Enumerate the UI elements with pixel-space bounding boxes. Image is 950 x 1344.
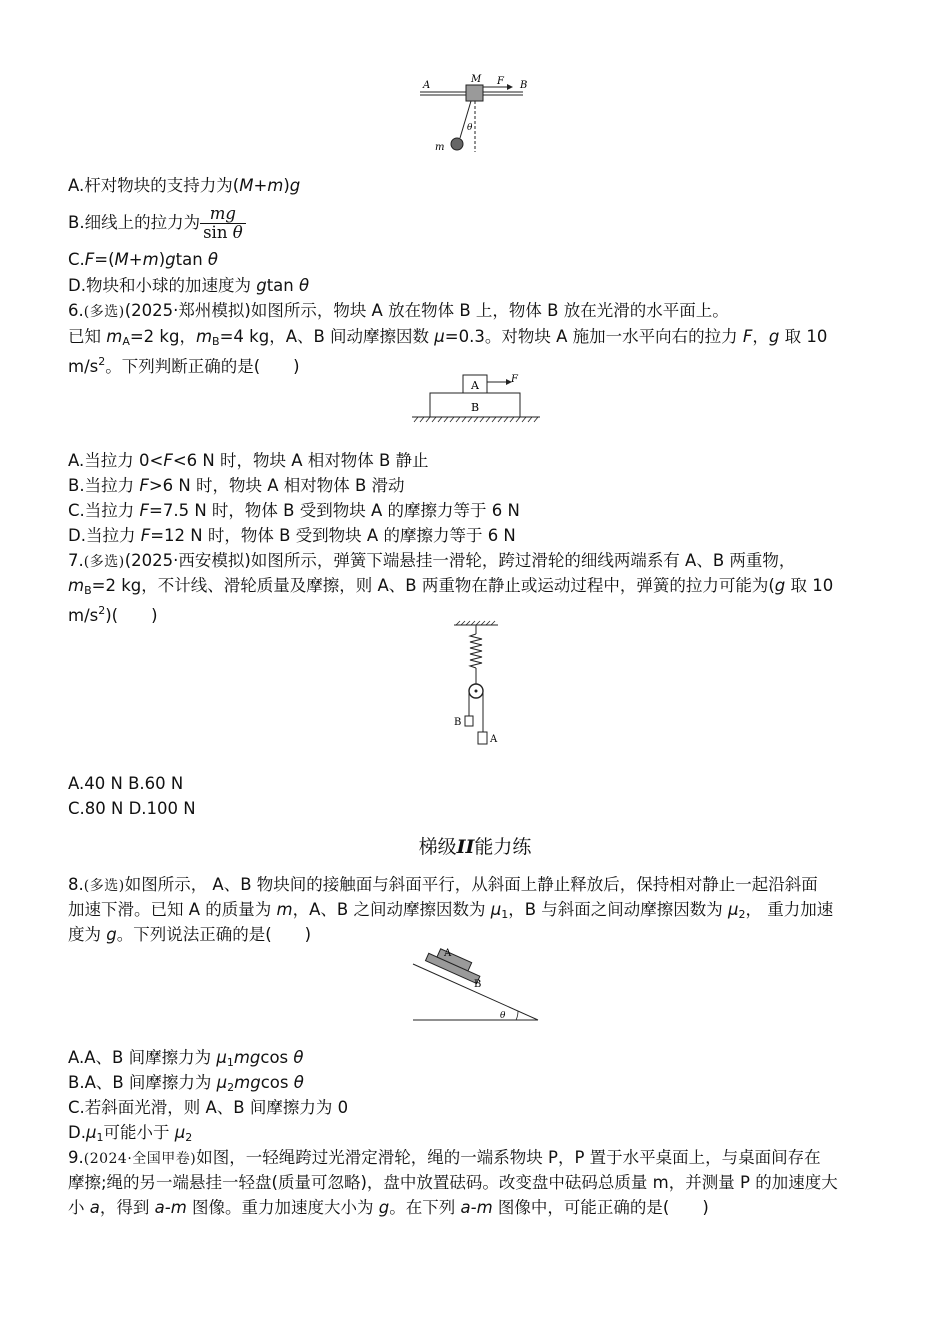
section-title [0,834,950,860]
q5-label-B: B [520,80,528,91]
text: =12 N 时，物体 B 受到物块 A 的摩擦力等于 6 N [150,526,516,545]
q8-option-b [68,1072,304,1099]
var: m [106,327,123,346]
var: g [106,925,117,944]
text: A.A、B 间摩擦力为 [68,1048,217,1067]
q6-stem-line-3 [68,351,300,378]
text: tan [266,276,299,295]
text: ，A、B 之间动摩擦因数为 [292,900,491,919]
text: B.A、B 间摩擦力为 [68,1073,217,1092]
q8-stem-line-1 [68,874,818,897]
text: 梯级 [418,836,457,858]
var: g [768,327,780,346]
var: m [195,327,213,346]
var: θ [293,1048,304,1067]
q7-options-row-2: C.80 N D.100 N [68,799,196,818]
text: =2 kg，不计线、滑轮质量及摩擦，则 A、B 两重物在静止或运动过程中，弹簧的拉力可能为( [91,576,775,595]
subscript: 2 [227,1081,235,1094]
q5-label-M: M [471,74,482,85]
var: F [84,250,95,269]
var: F [139,501,150,520]
q7-stem-line-2 [68,575,833,602]
text: tan [175,250,208,269]
var: g [774,576,786,595]
text: 如图，一轻绳跨过光滑定滑轮，绳的一端系物块 P，P 置于水平桌面上，与桌面间存在 [196,1148,821,1167]
multi-choice-tag: (多选) [83,304,125,320]
q6-label-F: F [511,374,518,385]
var: a [89,1198,100,1217]
question-number: 7. [68,551,84,570]
text: 取 10 [785,576,834,595]
q5-label-theta: θ [467,123,473,133]
text: 加速下滑。已知 A 的质量为 [68,900,277,919]
subscript: B [212,335,220,348]
q6-blocks-figure [408,370,543,430]
q9-stem-line-3 [68,1197,709,1219]
text: 如图所示，物块 A 放在物体 B 上，物体 B 放在光滑的水平面上。 [250,301,729,320]
text: ) [158,250,166,269]
q5-option-a [68,175,300,197]
text: 已知 [68,327,107,346]
text: A.当拉力 0< [68,451,164,470]
text: D. [68,1123,86,1142]
var: g [378,1198,390,1217]
q8-stem-line-3 [68,924,311,946]
text: A.杆对物块的支持力为( [68,176,240,195]
q7-options-row-1: A.40 N B.60 N [68,774,184,793]
var: mg [234,1073,261,1092]
var: g [165,250,176,269]
q6-label-B: B [471,401,480,414]
q6-option-b [68,475,405,497]
q7-stem-line-1 [68,550,795,573]
question-source: (2024·全国甲卷) [83,1151,197,1167]
fraction-denominator [200,224,246,242]
text: ) [283,176,290,195]
var: μ [216,1073,228,1092]
q8-stem-line-2 [68,899,833,926]
var: g [256,276,267,295]
text: + [253,176,268,195]
q8-label-A: A [444,948,452,959]
var: μ [728,900,739,919]
text: ， 重力加速 [745,900,834,919]
text: m/s [68,357,99,376]
superscript: 2 [98,355,106,368]
var: F [140,526,151,545]
multi-choice-tag: (多选) [83,878,125,894]
question-number: 8. [68,875,84,894]
text: ， [752,327,769,346]
text: D.当拉力 [68,526,141,545]
multi-choice-tag: (多选) [83,554,125,570]
text: =4 kg，A、B 间动摩擦因数 [219,327,435,346]
q7-label-B: B [454,717,462,728]
var: θ [293,1073,304,1092]
q8-incline-figure [408,944,543,1026]
q7-label-A: A [490,734,498,745]
text: B.当拉力 [68,476,140,495]
question-source: (2025·西安模拟) [124,551,251,570]
text: cos [260,1073,294,1092]
subscript: 1 [96,1131,104,1144]
var: μ [434,327,445,346]
var: m [142,250,159,269]
text: =7.5 N 时，物体 B 受到物块 A 的摩擦力等于 6 N [149,501,520,520]
text: C. [68,250,85,269]
var: M [239,176,254,195]
var: F [163,451,173,470]
fraction-numerator: mg [200,205,246,224]
text: =2 kg， [129,327,196,346]
q6-stem-line-1 [68,300,729,323]
text: cos [260,1048,294,1067]
q6-option-a [68,450,429,472]
q6-label-A: A [471,379,479,392]
var: F [139,476,149,495]
q5-label-m: m [435,142,445,153]
var: mg [233,1048,261,1067]
text: ，得到 [99,1198,155,1217]
q5-rod-pendulum-figure [415,70,535,160]
text: =( [94,250,115,269]
q8-option-d [68,1122,192,1149]
text: <6 N 时，物块 A 相对物体 B 静止 [172,451,429,470]
var: θ [207,250,219,269]
text: )( ) [105,606,158,625]
var: μ [174,1123,186,1142]
var: g [289,176,301,195]
text: C.当拉力 [68,501,140,520]
text: 可能小于 [103,1123,175,1142]
q5-option-b [68,201,246,245]
superscript: 2 [98,604,106,617]
var: μ [216,1048,227,1067]
question-source: (2025·郑州模拟) [124,301,251,320]
text: 图像。重力加速度大小为 [186,1198,379,1217]
q9-stem-line-1 [68,1147,821,1170]
q6-option-d [68,525,516,547]
text: 能力练 [474,836,532,858]
text: 如图所示，弹簧下端悬挂一滑轮，跨过滑轮的细线两端系有 A、B 两重物， [250,551,796,570]
subscript: 1 [226,1056,234,1069]
q9-stem-line-2: 摩擦;绳的另一端悬挂一轻盘(质量可忽略)，盘中放置砝码。改变盘中砝码总质量 m，并测量 P 的加速度大 [68,1173,838,1192]
var: μ [490,900,502,919]
q5-option-c [68,249,218,271]
question-number: 6. [68,301,84,320]
q8-option-a [68,1047,304,1074]
text: sin [203,223,233,242]
q8-label-B: B [474,979,482,990]
var: m [267,176,284,195]
q8-option-c: C.若斜面光滑，则 A、B 间摩擦力为 0 [68,1098,349,1117]
text: 小 [68,1198,90,1217]
question-number: 9. [68,1148,84,1167]
text: m/s [68,606,99,625]
roman-numeral: II [456,836,475,858]
q8-label-theta: θ [500,1011,506,1021]
q5-label-A: A [423,80,431,91]
text: 。下列判断正确的是( ) [105,357,300,376]
var: F [742,327,753,346]
var: a-m [460,1198,493,1217]
text: 如图所示， A、B 物块间的接触面与斜面平行，从斜面上静止释放后，保持相对静止一起沿斜面 [124,875,818,894]
text: 。下列说法正确的是( ) [116,925,312,944]
text: B.细线上的拉力为 [68,213,201,232]
var: θ [232,223,243,242]
var: M [114,250,129,269]
subscript: 1 [501,908,509,921]
text: =0.3。对物块 A 施加一水平向右的拉力 [444,327,743,346]
var: a-m [154,1198,187,1217]
var: θ [298,276,310,295]
text: >6 N 时，物块 A 相对物体 B 滑动 [148,476,405,495]
subscript: 2 [738,908,746,921]
subscript: B [84,584,92,597]
q5-option-d [68,275,309,297]
q6-stem-line-2 [68,326,827,353]
fraction-mg-over-sin-theta [200,205,246,242]
q7-spring-pulley-figure [445,620,505,750]
q7-stem-line-3 [68,600,158,627]
text: D.物块和小球的加速度为 [68,276,257,295]
var: m [68,576,85,595]
var: m [276,900,293,919]
text: 图像中，可能正确的是( ) [492,1198,709,1217]
text: 取 10 [779,327,828,346]
var: μ [85,1123,97,1142]
text: + [128,250,143,269]
text: ，B 与斜面之间动摩擦因数为 [508,900,729,919]
subscript: 2 [185,1131,193,1144]
q5-label-F: F [497,76,504,87]
text: 。在下列 [389,1198,461,1217]
text: 度为 [68,925,107,944]
subscript: A [122,335,130,348]
q6-option-c [68,500,520,522]
